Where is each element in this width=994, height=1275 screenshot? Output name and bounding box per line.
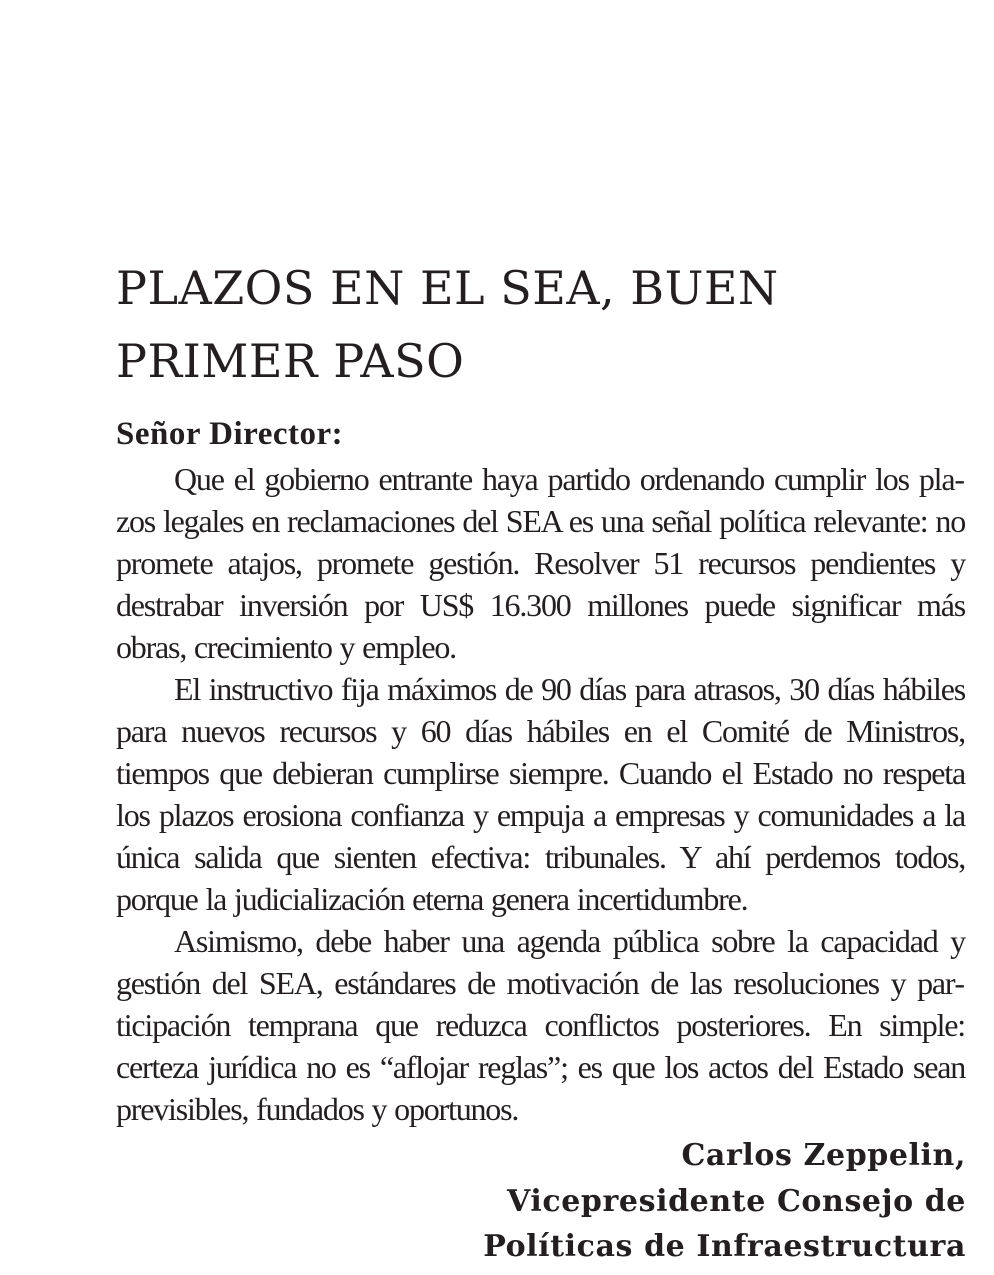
paragraph-1: Que el gobierno entrante haya partido ordenando cumplir los plazos legales en reclamaciones del SEA es una señal política relevante: no promete atajos, promete gestión. Resolver 51 recursos pendientes y destrabar inversión por US$ 16.300 millones puede significar más obras, crecimiento y empleo. [116,461,965,665]
paragraph-3: Asimismo, debe haber una agenda pública sobre la capacidad y gestión del SEA, estándares de motivación de las resoluciones y participación temprana que reduzca conflictos posteriores. En simple: certeza jurídica no es “aflojar reglas”; es que los actos del Estado sean previsibles, fundados y oportunos. [116,923,965,1127]
signature [483,1133,966,1270]
signature-role-line-2: Políticas de Infraestructura [483,1229,966,1264]
signature-role-line-1: Vicepresidente Consejo de [507,1183,966,1219]
letter-body [116,458,965,1130]
paragraph-2: El instructivo fija máximos de 90 días para atrasos, 30 días hábiles para nuevos recursos y 60 días hábiles en el Comité de Ministros, tiempos que debieran cumplirse siempre. Cuando el Estado no respeta los plazos erosiona confianza y empuja a empresas y comunidades a la única salida que sienten efectiva: tribunales. Y ahí perdemos todos, porque la judicialización eterna genera incertidumbre. [116,671,965,917]
headline: PLAZOS EN EL SEA, BUEN PRIMER PASO [116,261,779,388]
signature-name: Carlos Zeppelin, [681,1138,966,1173]
salutation: Señor Director: [116,416,344,452]
